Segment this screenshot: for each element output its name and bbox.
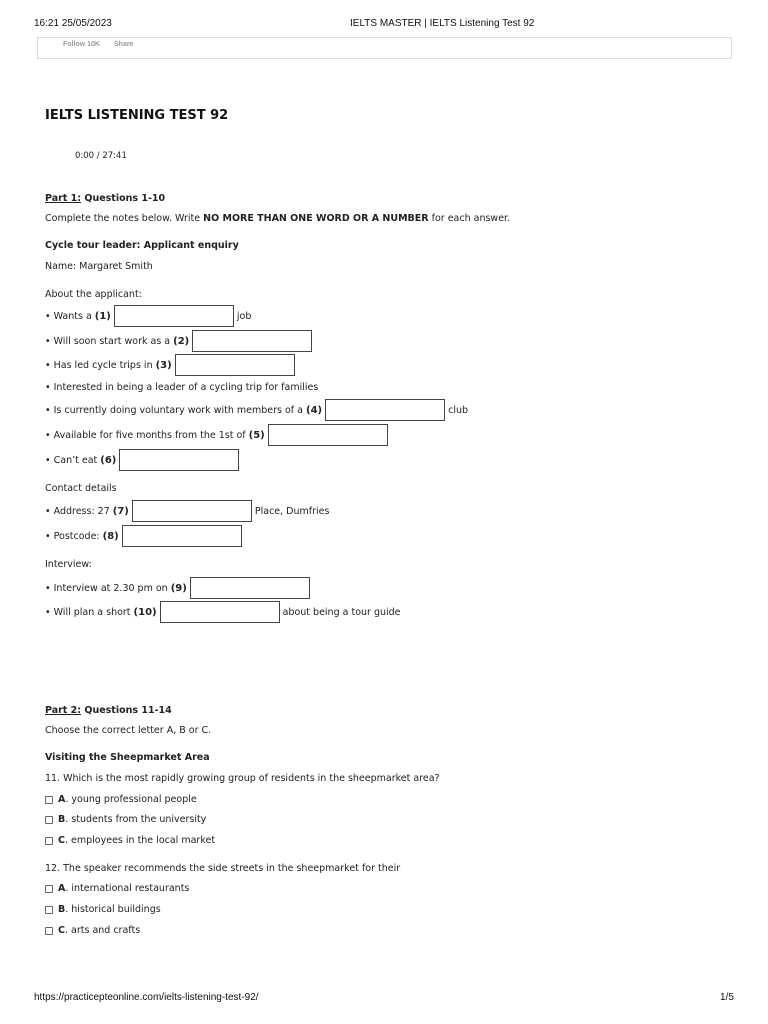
option-letter: B <box>58 904 66 915</box>
part2-questions-range: Questions 11-14 <box>84 705 172 716</box>
question-12-option-a[interactable] <box>45 883 189 894</box>
question-8-prefix: • Postcode: <box>45 530 100 542</box>
question-12-option-c[interactable] <box>45 925 140 936</box>
social-bar <box>37 37 732 59</box>
question-1-suffix: job <box>236 310 252 322</box>
answer-2-input[interactable] <box>192 330 312 352</box>
question-1-number: (1) <box>94 310 111 322</box>
print-page-number: 1/5 <box>720 992 734 1003</box>
question-7-row <box>45 500 329 522</box>
question-11-text: 11. Which is the most rapidly growing group of residents in the sheepmarket area? <box>45 773 440 784</box>
option-text: . arts and crafts <box>64 925 141 936</box>
print-datetime: 16:21 25/05/2023 <box>34 18 112 29</box>
question-7-number: (7) <box>112 505 129 517</box>
notes-title: Cycle tour leader: Applicant enquiry <box>45 240 239 251</box>
question-12-text: 12. The speaker recommends the side streets in the sheepmarket for their <box>45 863 401 874</box>
question-3-row <box>45 354 295 376</box>
question-3-prefix: • Has led cycle trips in <box>45 359 153 371</box>
question-11-option-c[interactable] <box>45 835 215 846</box>
answer-5-input[interactable] <box>268 424 388 446</box>
part1-instruction <box>45 213 510 224</box>
question-2-prefix: • Will soon start work as a <box>45 335 171 347</box>
option-letter: C <box>58 835 65 846</box>
families-line: • Interested in being a leader of a cycling trip for families <box>45 382 319 393</box>
question-5-number: (5) <box>248 429 265 441</box>
question-4-prefix: • Is currently doing voluntary work with members of a <box>45 404 303 416</box>
answer-9-input[interactable] <box>190 577 310 599</box>
option-letter: C <box>58 925 65 936</box>
instruction-text-end: for each answer. <box>428 213 511 224</box>
part2-instruction: Choose the correct letter A, B or C. <box>45 725 212 736</box>
option-text: . historical buildings <box>65 904 161 915</box>
question-12-option-b[interactable] <box>45 904 161 915</box>
applicant-name: Name: Margaret Smith <box>45 261 153 272</box>
question-8-number: (8) <box>102 530 119 542</box>
option-letter: B <box>58 814 66 825</box>
question-6-number: (6) <box>100 454 117 466</box>
question-6-prefix: • Can’t eat <box>45 454 98 466</box>
question-4-row <box>45 399 468 421</box>
question-2-number: (2) <box>173 335 190 347</box>
question-10-row <box>45 601 401 623</box>
question-10-suffix: about being a tour guide <box>282 606 401 618</box>
question-11-option-a[interactable] <box>45 794 197 805</box>
audio-player-time[interactable]: 0:00 / 27:41 <box>75 151 127 161</box>
question-2-row <box>45 330 312 352</box>
question-7-prefix: • Address: 27 <box>45 505 110 517</box>
question-3-number: (3) <box>155 359 172 371</box>
part1-questions-range: Questions 1-10 <box>84 193 166 204</box>
question-9-number: (9) <box>170 582 187 594</box>
about-applicant-heading: About the applicant: <box>45 289 142 300</box>
option-text: . international restaurants <box>65 883 190 894</box>
part2-label: Part 2: <box>45 705 82 716</box>
checkbox[interactable] <box>45 796 53 804</box>
answer-6-input[interactable] <box>119 449 239 471</box>
question-10-number: (10) <box>133 606 157 618</box>
follow-button[interactable]: Follow 10K <box>63 41 100 48</box>
question-7-suffix: Place, Dumfries <box>254 505 330 517</box>
part1-label: Part 1: <box>45 193 82 204</box>
answer-8-input[interactable] <box>122 525 242 547</box>
question-5-prefix: • Available for five months from the 1st of <box>45 429 246 441</box>
checkbox[interactable] <box>45 906 53 914</box>
answer-10-input[interactable] <box>160 601 280 623</box>
option-text: . students from the university <box>65 814 207 825</box>
question-5-row <box>45 424 388 446</box>
question-9-row <box>45 577 310 599</box>
option-text: . employees in the local market <box>64 835 216 846</box>
question-11-option-b[interactable] <box>45 814 206 825</box>
answer-1-input[interactable] <box>114 305 234 327</box>
question-8-row <box>45 525 242 547</box>
contact-details-heading: Contact details <box>45 483 117 494</box>
question-1-prefix: • Wants a <box>45 310 92 322</box>
question-10-prefix: • Will plan a short <box>45 606 131 618</box>
answer-7-input[interactable] <box>132 500 252 522</box>
checkbox[interactable] <box>45 927 53 935</box>
section-title: Visiting the Sheepmarket Area <box>45 752 210 763</box>
option-text: . young professional people <box>65 794 197 805</box>
answer-3-input[interactable] <box>175 354 295 376</box>
question-6-row <box>45 449 239 471</box>
question-4-suffix: club <box>448 404 469 416</box>
answer-4-input[interactable] <box>325 399 445 421</box>
question-1-row <box>45 305 251 327</box>
instruction-text: Complete the notes below. Write <box>45 213 204 224</box>
option-letter: A <box>58 883 66 894</box>
checkbox[interactable] <box>45 816 53 824</box>
interview-heading: Interview: <box>45 559 92 570</box>
question-4-number: (4) <box>306 404 323 416</box>
question-9-prefix: • Interview at 2.30 pm on <box>45 582 168 594</box>
part1-heading <box>45 193 165 204</box>
checkbox[interactable] <box>45 837 53 845</box>
option-letter: A <box>58 794 66 805</box>
share-button[interactable]: Share <box>114 41 134 48</box>
part2-heading <box>45 705 172 716</box>
page-title: IELTS LISTENING TEST 92 <box>45 108 229 123</box>
print-title: IELTS MASTER | IELTS Listening Test 92 <box>350 18 535 29</box>
instruction-emphasis: NO MORE THAN ONE WORD OR A NUMBER <box>203 213 429 224</box>
checkbox[interactable] <box>45 885 53 893</box>
print-url: https://practicepteonline.com/ielts-listening-test-92/ <box>34 992 259 1003</box>
